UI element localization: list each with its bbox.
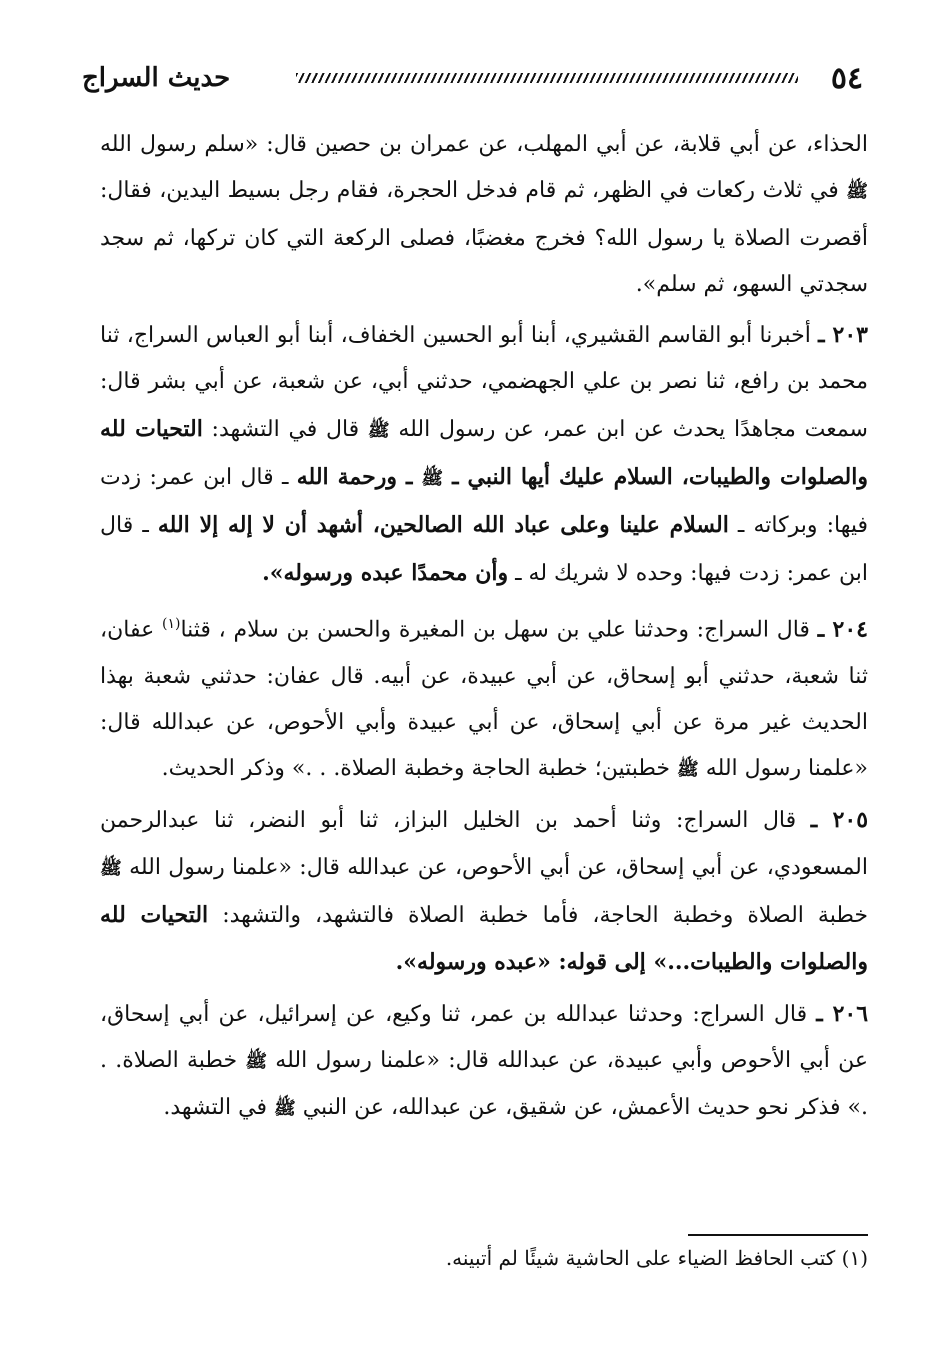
paragraph-text: في التشهد. <box>163 1095 274 1121</box>
salutation-glyph: ﷺ <box>367 419 390 441</box>
hadith-number: ٢٠٦ ـ <box>816 1000 869 1027</box>
salutation-glyph: ﷺ <box>421 468 444 490</box>
bold-text: التحيات لله والصلوات والطيبات، السلام عليك أيها النبي ـ <box>100 415 868 491</box>
salutation-glyph: ﷺ <box>677 759 699 781</box>
paragraph-text: خطبتين؛ خطبة الحاجة وخطبة الصلاة. . .» وذكر الحديث. <box>161 756 678 782</box>
paragraph-text: الحذاء، عن أبي قلابة، عن أبي المهلب، عن عمران بن حصين قال: «سلم رسول الله <box>100 132 868 157</box>
bold-text: وأن محمدًا عبده ورسوله». <box>262 559 509 586</box>
footnote-reference: (١) <box>161 615 181 632</box>
hadith-number: ٢٠٥ ـ <box>810 807 869 834</box>
paragraph-text: أخبرنا أبو القاسم القشيري، أبنا أبو الحسين الخفاف، أبنا أبو العباس السراج، ثنا محمد بن رافع، ثنا نصر بن علي الجهضمي، حدثني أبي، عن شعبة، عن أبي بشر قال: سمعت مجاهدًا يحدث عن ابن عمر، عن رسول الله <box>100 323 868 442</box>
paragraph-text: ـ قال ابن عمر: زدت فيها: وبركاته ـ <box>100 465 868 539</box>
hadith-206 <box>100 991 868 1133</box>
paragraph-text: قال السراج: وحدثنا عبدالله بن عمر، ثنا وكيع، عن إسرائيل، عن أبي إسحاق، عن أبي الأحوص وأبي عبيدة، عن عبدالله قال: «علمنا رسول الله <box>100 1001 869 1073</box>
header-rule <box>296 73 798 83</box>
hadith-number: ٢٠٣ ـ <box>818 322 868 349</box>
paragraph-text: قال السراج: وحدثنا علي بن سهل بن المغيرة والحسن بن سلام ، قثنا <box>180 617 818 643</box>
paragraph-text: ـ قال ابن عمر: زدت فيها: وحده لا شريك له ـ <box>100 513 868 586</box>
paragraph-text: خطبة الصلاة. . .» فذكر نحو حديث الأعمش، عن شقيق، عن عبدالله، عن النبي <box>100 1047 868 1121</box>
bold-text: السلام علينا وعلى عباد الله الصالحين، أشهد أن لا إله إلا الله <box>157 512 729 539</box>
bold-text: التحيات لله والصلوات والطيبات...» إلى قوله: «عبده ورسوله». <box>100 902 868 976</box>
paragraph-text: خطبة الصلاة وخطبة الحاجة، فأما خطبة الصلاة فالتشهد، والتشهد: <box>208 903 868 929</box>
hadith-204 <box>100 601 868 794</box>
paragraph-continuation <box>100 122 868 308</box>
salutation-glyph: ﷺ <box>100 857 122 879</box>
salutation-glyph: ﷺ <box>245 1050 268 1072</box>
hadith-205 <box>100 797 868 986</box>
salutation-glyph: ﷺ <box>846 181 868 203</box>
hadith-number: ٢٠٤ ـ <box>817 616 868 643</box>
footnote: (١) كتب الحافظ الضياء على الحاشية شيئًا لم أتبينه. <box>445 1246 868 1270</box>
paragraph-text: عفان، ثنا شعبة، حدثني أبو إسحاق، عن أبي عبيدة، عن أبيه. قال عفان: حدثني شعبة بهذا الحديث غير مرة عن أبي إسحاق، عن أبي عبيدة وأبي الأحوص، عن عبدالله قال: «علمنا رسول الله <box>100 617 868 782</box>
page-header <box>82 52 882 104</box>
paragraph-text: قال في التشهد: <box>202 416 368 442</box>
bold-text: ـ ورحمة الله <box>296 464 422 491</box>
running-title: حديث السراج <box>82 63 231 93</box>
body-text <box>100 122 868 1133</box>
paragraph-text: في ثلاث ركعات في الظهر، ثم قام فدخل الحجرة، فقام رجل بسيط اليدين، فقال: أقصرت الصلاة يا رسول الله؟ فخرج مغضبًا، فصلى الركعة التي كان تركها، ثم سجد سجدتي السهو، ثم سلم». <box>100 178 868 297</box>
page-number: ٥٤ <box>830 60 864 96</box>
paragraph-text: قال السراج: وثنا أحمد بن الخليل البزاز، ثنا أبو النضر، ثنا عبدالرحمن المسعودي، عن أبي إسحاق، عن أبي الأحوص، عن عبدالله قال: «علمنا رسول الله <box>100 808 868 880</box>
hadith-203 <box>100 312 868 597</box>
footnote-divider <box>688 1234 868 1236</box>
salutation-glyph: ﷺ <box>273 1098 296 1120</box>
